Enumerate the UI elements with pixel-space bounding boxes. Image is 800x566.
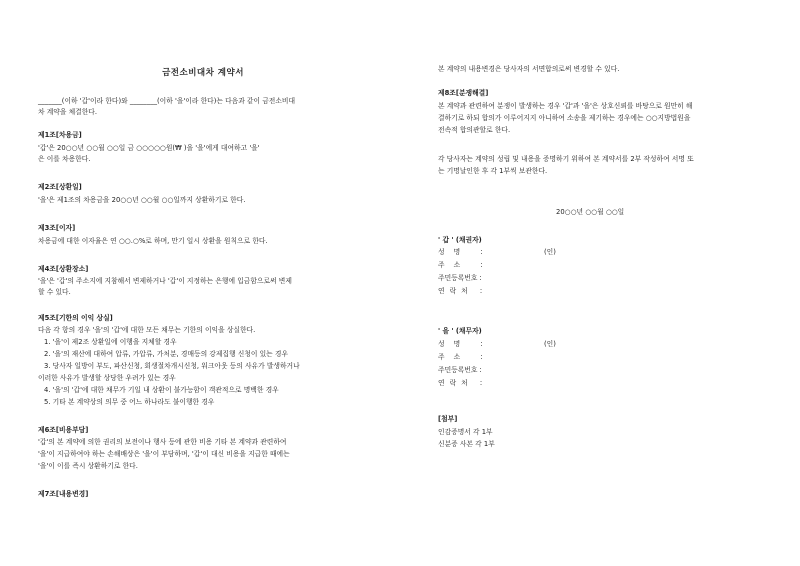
seal-mark: (인) bbox=[544, 340, 556, 348]
article-6-line-1: '갑'의 본 계약에 의한 권리의 보전이나 행사 등에 관한 비용 기타 본 계약과 관련하여 bbox=[38, 438, 287, 446]
party-creditor-address-row bbox=[438, 259, 490, 269]
attachment-item-2: 신분증 사본 각 1부 bbox=[438, 440, 495, 448]
field-label: 성명 : bbox=[438, 248, 492, 256]
article-4-line-2: 할 수 있다. bbox=[38, 288, 71, 296]
article-6-line-3: '을'이 이를 즉시 상환하기로 한다. bbox=[38, 462, 138, 470]
attachment-item-1: 인감증명서 각 1부 bbox=[438, 428, 493, 436]
field-label: 연락처 : bbox=[438, 287, 488, 295]
intro-line-2: 차 계약을 체결한다. bbox=[38, 108, 98, 116]
party-debtor-heading: ' 을 ' (채무자) bbox=[438, 327, 482, 335]
article-3-heading: 제3조[이자] bbox=[38, 224, 76, 232]
party-creditor-heading: ' 갑 ' (채권자) bbox=[438, 236, 482, 244]
party-debtor-address-row bbox=[438, 351, 490, 361]
article-5-item-3: 3. 당사자 일방이 부도, 파산신청, 회생절차개시신청, 워크아웃 등의 사유가 발생하거나 bbox=[44, 362, 300, 370]
article-5-item-3-cont: 이러한 사유가 발생할 상당한 우려가 있는 경우 bbox=[38, 374, 176, 382]
field-label: 주소 : bbox=[438, 353, 492, 361]
document-title: 금전소비대차 계약서 bbox=[162, 68, 244, 78]
party-debtor-contact-row bbox=[438, 377, 490, 387]
article-5-item-1: 1. '을'이 제2조 상환일에 이행을 지체할 경우 bbox=[44, 338, 177, 346]
article-8-line-2: 결하기로 하되 합의가 이루어지지 아니하여 소송을 제기하는 경우에는 ○○지방법원을 bbox=[438, 114, 691, 122]
article-5-item-2: 2. '을'의 재산에 대하여 압류, 가압류, 가처분, 경매등의 강제집행 신청이 있는 경우 bbox=[44, 350, 289, 358]
article-7-heading: 제7조[내용변경] bbox=[38, 490, 89, 498]
article-3-line-1: 차용금에 대한 이자율은 연 ○○.○%로 하며, 만기 일시 상환을 원칙으로 한다. bbox=[38, 237, 268, 245]
intro-line-1: _______(이하 '갑'이라 한다)와 ________(이하 '을'이라 한다)는 다음과 같이 금전소비대 bbox=[38, 97, 296, 105]
article-1-line-1: '갑'은 20○○년 ○○월 ○○일 금 ○○○○○원(₩ )을 '을'에게 대여하고 '을' bbox=[38, 144, 260, 152]
article-6-line-2: '을'이 지급하여야 하는 손해배상은 '을'이 부담하며, '갑'이 대신 비용을 지급한 때에는 bbox=[38, 450, 290, 458]
article-5-line-1: 다음 각 항의 경우 '을'의 '갑'에 대한 모든 채무는 기한의 이익을 상실한다. bbox=[38, 326, 256, 334]
article-2-heading: 제2조[상환일] bbox=[38, 183, 82, 191]
field-label: 성명 : bbox=[438, 340, 492, 348]
article-1-line-2: 은 이를 차용한다. bbox=[38, 155, 91, 163]
article-2-line-1: '을'은 제1조의 차용금을 20○○년 ○○월 ○○일까지 상환하기로 한다. bbox=[38, 196, 246, 204]
article-5-item-4: 4. '을'의 '갑'에 대한 채무가 기일 내 상환이 불가능함이 객관적으로 명백한 경우 bbox=[44, 386, 279, 394]
field-label: 주민등록번호 : bbox=[438, 274, 482, 282]
field-label: 주소 : bbox=[438, 261, 492, 269]
closing-line-2: 는 기명날인한 후 각 1부씩 보관한다. bbox=[438, 167, 548, 175]
article-8-heading: 제8조[분쟁해결] bbox=[438, 89, 489, 97]
article-4-line-1: '을'은 '갑'의 주소지에 지참해서 변제하거나 '갑'이 지정하는 은행에 입금함으로써 변제 bbox=[38, 277, 292, 285]
attachments-heading: [첨부] bbox=[438, 415, 458, 423]
party-debtor-name-row bbox=[438, 338, 556, 348]
field-label: 주민등록번호 : bbox=[438, 366, 482, 374]
closing-line-1: 각 당사자는 계약의 성립 및 내용을 증명하기 위하여 본 계약서를 2부 작성하여 서명 또 bbox=[438, 155, 694, 163]
article-1-heading: 제1조[차용금] bbox=[38, 131, 82, 139]
field-label: 연락처 : bbox=[438, 379, 488, 387]
article-7-line-1: 본 계약의 내용변경은 당사자의 서면합의로써 변경할 수 있다. bbox=[438, 65, 620, 73]
article-4-heading: 제4조[상환장소] bbox=[38, 265, 89, 273]
party-creditor-contact-row bbox=[438, 285, 490, 295]
article-5-item-5: 5. 기타 본 계약상의 의무 중 어느 하나라도 불이행한 경우 bbox=[44, 398, 215, 406]
article-6-heading: 제6조[비용부담] bbox=[38, 426, 89, 434]
seal-mark: (인) bbox=[544, 248, 556, 256]
party-creditor-id-row bbox=[438, 272, 490, 282]
party-debtor-id-row bbox=[438, 364, 490, 374]
article-5-heading: 제5조[기한의 이익 상실] bbox=[38, 314, 113, 322]
contract-date: 20○○년 ○○월 ○○일 bbox=[556, 208, 625, 216]
party-creditor-name-row bbox=[438, 246, 556, 256]
article-8-line-1: 본 계약과 관련하여 분쟁이 발생하는 경우 '갑'과 '을'은 상호신뢰를 바탕으로 원만히 해 bbox=[438, 102, 693, 110]
article-8-line-3: 전속적 합의관할로 한다. bbox=[438, 126, 511, 134]
